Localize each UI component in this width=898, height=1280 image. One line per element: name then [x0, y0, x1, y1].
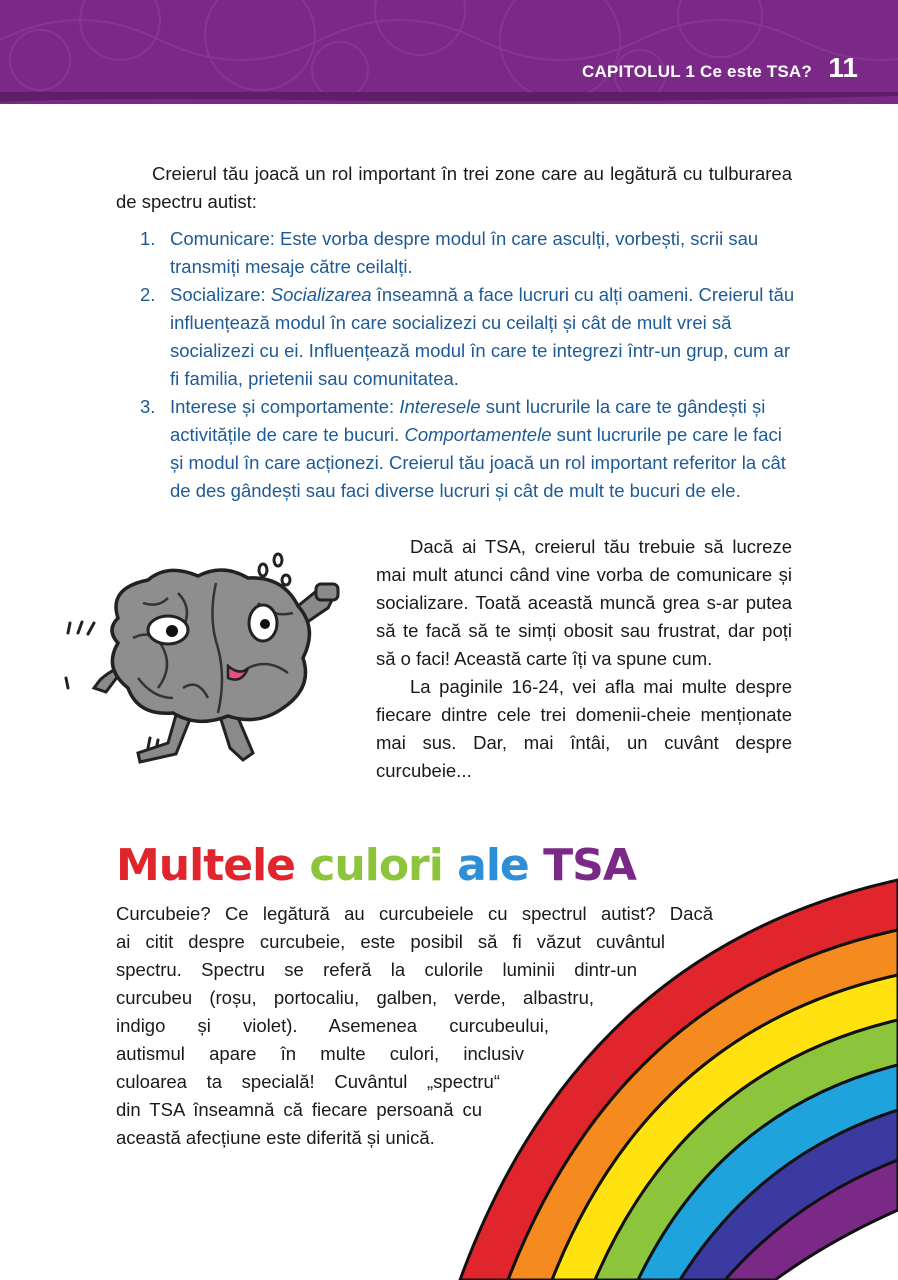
- list-emphasis: Comportamentele: [404, 424, 552, 445]
- intro-text: Creierul tău joacă un rol important în trei zone care au legătură cu tulburarea de spectru autist:: [116, 163, 792, 212]
- list-number: 1.: [140, 228, 156, 249]
- intro-paragraph: [116, 160, 792, 216]
- title-word: culori: [309, 840, 443, 891]
- list-item: [140, 281, 800, 393]
- list-text: sunt lucrurile pe care le faci și modul în care acționezi. Creierul tău joacă un rol important referitor la cât de des gândești sau faci diverse lucruri și cât de mult te bucuri de ele.: [170, 424, 786, 501]
- header-swirl-pattern: [0, 0, 898, 104]
- header-edge: [0, 92, 898, 108]
- side-paragraph: La paginile 16-24, vei afla mai multe despre fiecare dintre cele trei domenii-cheie menționate mai sus. Dar, mai întâi, un cuvânt despre curcubeie...: [376, 676, 792, 781]
- list-emphasis: Socializarea: [270, 284, 372, 305]
- list-text: Socializare:: [170, 284, 271, 305]
- body-line: curcubeu (roșu, portocaliu, galben, verde, albastru,: [116, 987, 594, 1008]
- body-line: ai citit despre curcubeie, este posibil să fi văzut cuvântul: [116, 931, 665, 952]
- body-line: această afecțiune este diferită și unică.: [116, 1127, 435, 1148]
- chapter-heading: CAPITOLUL 1 Ce este TSA?: [582, 62, 812, 81]
- body-line: autismul apare în multe culori, inclusiv: [116, 1043, 524, 1064]
- running-brain-illustration: [58, 548, 358, 778]
- body-line: din TSA înseamnă că fiecare persoană cu: [116, 1099, 482, 1120]
- brain-areas-list: [140, 225, 800, 505]
- list-number: 2.: [140, 284, 156, 305]
- list-number: 3.: [140, 396, 156, 417]
- body-line: indigo și violet). Asemenea curcubeului,: [116, 1015, 549, 1036]
- side-paragraph: Dacă ai TSA, creierul tău trebuie să lucreze mai mult atunci când vine vorba de comunicare și socializare. Toată această muncă grea s-ar putea să te facă să te simți obosit sau frustrat, dar poți să o faci! Această carte îți va spune cum.: [376, 536, 792, 669]
- body-line: spectru. Spectru se referă la culorile luminii dintr-un: [116, 959, 637, 980]
- title-word: TSA: [543, 840, 636, 891]
- page-number: 11: [828, 52, 858, 83]
- list-item: [140, 225, 800, 281]
- title-word: ale: [457, 840, 529, 891]
- list-text: Comunicare: Este vorba despre modul în care asculți, vorbești, scrii sau transmiți mesaje către ceilalți.: [170, 228, 759, 277]
- list-emphasis: Interesele: [399, 396, 481, 417]
- body-line: Curcubeie? Ce legătură au curcubeiele cu spectrul autist? Dacă: [116, 903, 713, 924]
- section-body: [116, 900, 713, 1152]
- list-item: [140, 393, 800, 505]
- title-word: Multele: [116, 840, 295, 891]
- page-header: [0, 0, 898, 104]
- side-text: [376, 533, 792, 785]
- list-text: Interese și comportamente:: [170, 396, 400, 417]
- body-line: culoarea ta specială! Cuvântul „spectru“: [116, 1071, 500, 1092]
- list-text: sunt lucrurile la care te gândești și activitățile de care te bucuri.: [170, 396, 766, 445]
- list-text: înseamnă a face lucruri cu alți oameni. Creierul tău influențează modul în care socializezi cu ceilalți și cât de mult vrei să socializezi cu ei. Influențează modul în care te integrezi într-un grup, cum ar fi familia, prietenii sau comunitatea.: [170, 284, 795, 389]
